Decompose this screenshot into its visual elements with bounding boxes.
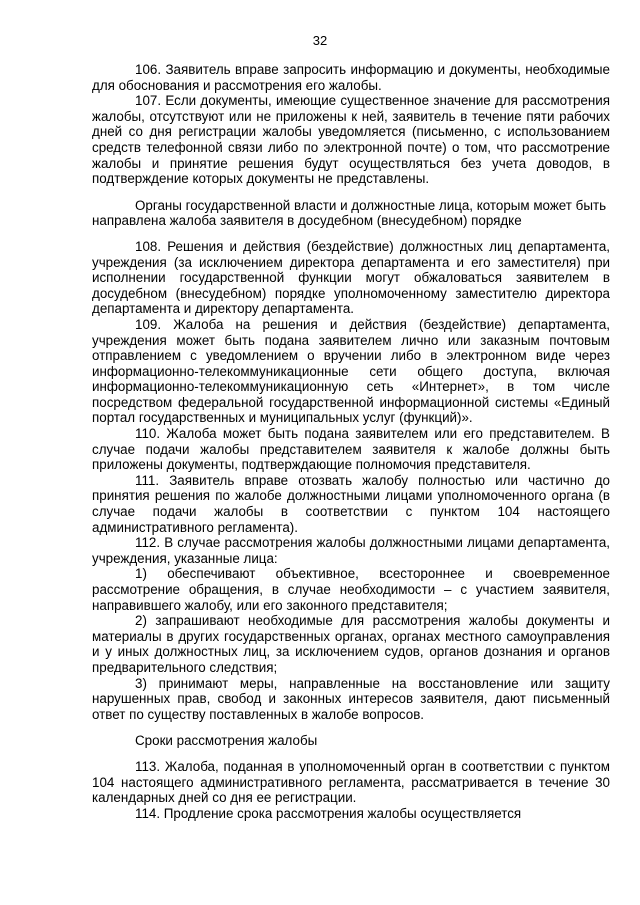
paragraph-111: 111. Заявитель вправе отозвать жалобу полностью или частично до принятия решения по жалобе должностными лицами уполномоченного органа (в случае подачи жалобы в соответствии с пунктом 104 настоящего административного регламента).	[92, 472, 610, 535]
paragraph-114: 114. Продление срока рассмотрения жалобы осуществляется	[135, 805, 522, 821]
list-item-3: 3) принимают меры, направленные на восстановление или защиту нарушенных прав, свобод и законных интересов заявителя, дают письменный ответ по существу поставленных в жалобе вопросов.	[92, 675, 610, 722]
paragraph-108: 108. Решения и действия (бездействие) должностных лиц департамента, учреждения (за исключением директора департамента и его заместителя) при исполнении государственной функции могут обжаловаться заявителем в досудебном (внесудебном) порядке уполномоченному заместителю директора департамента и директору департамента.	[92, 238, 610, 317]
paragraph-107: 107. Если документы, имеющие существенное значение для рассмотрения жалобы, отсутствуют или не приложены к ней, заявитель в течение пяти рабочих дней со дня регистрации жалобы уведомляется (письменно, с использованием средств телефонной связи либо по электронной почте) о том, что рассмотрение жалобы и принятие решения будут осуществляться без учета доводов, в подтверждение которых документы не представлены.	[92, 93, 610, 187]
section-heading-complaint-bodies: Органы государственной власти и должностные лица, которым может быть направлена жалоба заявителя в досудебном (внесудебном) порядке	[92, 197, 607, 229]
list-item-1: 1) обеспечивают объективное, всестороннее и своевременное рассмотрение обращения, в случае необходимости – с участием заявителя, направившего жалобу, или его законного представителя;	[92, 566, 610, 613]
paragraph-112: 112. В случае рассмотрения жалобы должностными лицами департамента, учреждения, указанные лица:	[92, 535, 610, 566]
document-body	[92, 62, 610, 821]
list-item-2: 2) запрашивают необходимые для рассмотрения жалобы документы и материалы в других государственных органах, органах местного самоуправления и у иных должностных лиц, за исключением судов, органов дознания и органов предварительного следствия;	[92, 613, 610, 675]
paragraph-109: 109. Жалоба на решения и действия (бездействие) департамента, учреждения может быть подана заявителем лично или заказным почтовым отправлением с уведомлением о вручении либо в электронном виде через информационно-телекоммуникационные сети общего доступа, включая информационно-телекоммуникационную сеть «Интернет», в том числе посредством федеральной государственной информационной системы «Единый портал государственных и муниципальных услуг (функций)».	[92, 316, 610, 426]
paragraph-110: 110. Жалоба может быть подана заявителем или его представителем. В случае подачи жалобы представителем заявителя к жалобе должны быть приложены документы, подтверждающие полномочия представителя.	[92, 426, 610, 473]
paragraph-106: 106. Заявитель вправе запросить информацию и документы, необходимые для обоснования и рассмотрения его жалобы.	[92, 62, 610, 93]
page-number: 32	[312, 33, 328, 48]
paragraph-113: 113. Жалоба, поданная в уполномоченный орган в соответствии с пунктом 104 настоящего административного регламента, рассматривается в течение 30 календарных дней со дня ее регистрации.	[92, 758, 610, 806]
section-heading-review-terms: Сроки рассмотрения жалобы	[135, 733, 318, 749]
